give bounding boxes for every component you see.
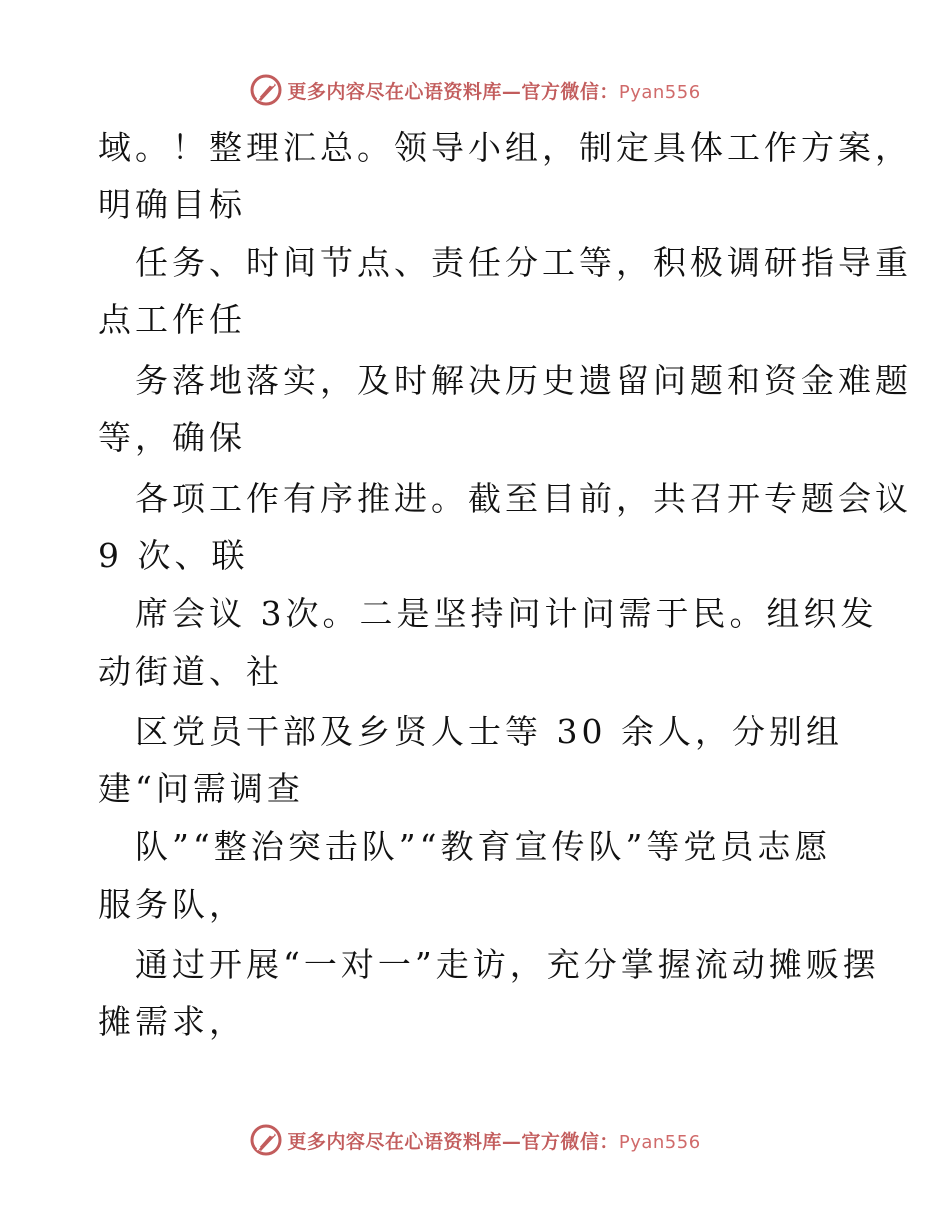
quill-logo-icon	[249, 73, 283, 107]
footer-banner	[0, 1120, 950, 1160]
banner-text	[287, 77, 700, 104]
body-line: 动街道、社	[98, 652, 283, 691]
quill-logo-icon	[249, 1123, 283, 1157]
banner-wechat-label: 官方微信：	[521, 1130, 619, 1153]
body-line: 点工作任	[98, 300, 246, 339]
body-line: 9 次、联	[98, 536, 249, 575]
banner-dash: —	[501, 80, 522, 103]
body-line: 区党员干部及乡贤人士等 30 余人，分别组	[135, 712, 843, 751]
body-line: 任务、时间节点、责任分工等，积极调研指导重	[135, 243, 912, 282]
body-line: 等，确保	[98, 418, 246, 457]
body-line: 席会议 3次。二是坚持问计问需于民。组织发	[135, 594, 878, 633]
banner-wechat-id: Pyan556	[618, 81, 701, 103]
body-line: 明确目标	[98, 185, 246, 224]
banner-wechat-label: 官方微信：	[521, 80, 619, 103]
banner-wechat-id: Pyan556	[618, 1131, 701, 1153]
banner-dash: —	[501, 1130, 522, 1153]
body-line: 摊需求，	[98, 1002, 246, 1041]
body-line: 建“问需调查	[98, 769, 304, 808]
body-line: 服务队，	[98, 885, 246, 924]
body-line: 域。！整理汇总。领导小组，制定具体工作方案，	[98, 128, 912, 167]
body-line: 务落地落实，及时解决历史遗留问题和资金难题	[135, 361, 912, 400]
banner-chinese: 更多内容尽在心语资料库	[287, 80, 502, 103]
body-line: 队”“整治突击队”“教育宣传队”等党员志愿	[135, 827, 832, 866]
body-line: 各项工作有序推进。截至目前，共召开专题会议	[135, 479, 912, 518]
banner-text	[287, 1127, 700, 1154]
body-line: 通过开展“一对一”走访，充分掌握流动摊贩摆	[135, 945, 880, 984]
banner-chinese: 更多内容尽在心语资料库	[287, 1130, 502, 1153]
header-banner	[0, 70, 950, 110]
